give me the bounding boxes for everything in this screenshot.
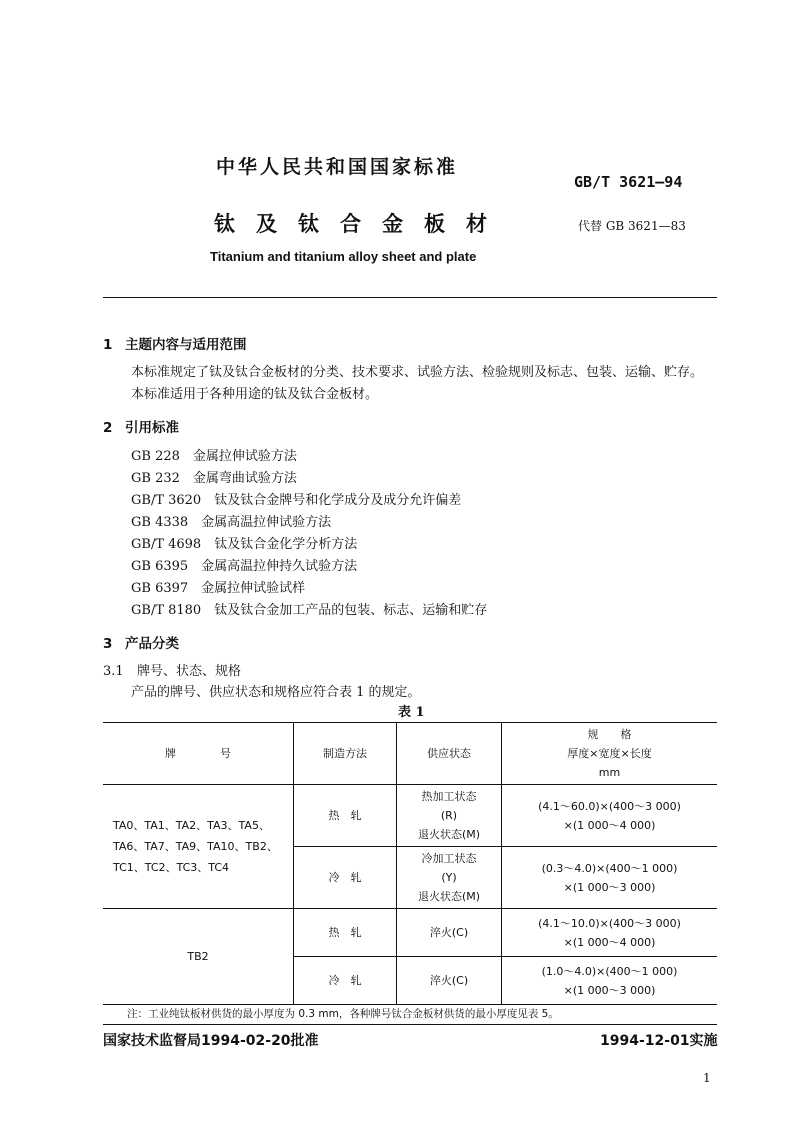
header-spec-title: 规 格 [587,728,632,741]
section-1-line-2: 本标准适用于各种用途的钛及钛合金板材。 [131,387,379,402]
state-line: 热加工状态 [421,790,477,803]
reference-standard: GB/T 4698 钛及钛合金化学分析方法 [131,537,358,552]
table-header-row [103,723,717,785]
state-line: (R) [440,809,458,822]
spec-line: (4.1～60.0)×(400～3 000) [538,799,681,813]
cell-state [397,847,502,909]
table-note-row [103,1005,717,1025]
spec-line: ×(1 000～4 000) [563,935,656,949]
section-3-title: 产品分类 [125,636,179,652]
cell-spec [502,785,718,847]
section-2-number: 2 [103,420,113,436]
table-row [103,785,717,847]
subsection-3-1-heading [103,660,241,679]
section-1-number: 1 [103,337,113,353]
state-line: 退火状态(M) [417,890,481,903]
section-1-title: 主题内容与适用范围 [125,337,247,353]
header-state: 供应状态 [397,723,502,785]
table-note: 注：工业纯钛板材供货的最小厚度为 0.3 mm，各种牌号钛合金板材供货的最小厚度见表 5。 [127,1008,559,1020]
implementation-line: 1994-12-01实施 [600,1033,718,1049]
header-spec-unit: mm [598,766,621,779]
reference-standard: GB 4338 金属高温拉伸试验方法 [131,515,332,530]
header-divider [103,297,717,298]
table-row [103,909,717,957]
section-2-title: 引用标准 [125,420,179,436]
reference-standard: GB 6395 金属高温拉伸持久试验方法 [131,559,358,574]
subsection-3-1-title: 牌号、状态、规格 [137,664,242,679]
state-line: (Y) [441,871,457,884]
header-grade: 牌 号 [165,747,231,760]
section-1-heading [103,333,247,353]
reference-standard: GB 6397 金属拉伸试验试样 [131,581,306,596]
cell-spec [502,909,718,957]
spec-line: ×(1 000～3 000) [563,983,656,997]
reference-standard: GB 232 金属弯曲试验方法 [131,471,297,486]
replaces-note: 代替 GB 3621—83 [578,219,686,233]
standard-category-title: 中华人民共和国国家标准 [216,156,459,178]
spec-line: ×(1 000～4 000) [563,818,656,832]
cell-state: 淬火(C) [397,909,502,957]
spec-line: (4.1～10.0)×(400～3 000) [538,916,681,930]
page-number: 1 [703,1071,711,1085]
standard-code: GB/T 3621—94 [574,173,683,191]
header-spec-dims: 厚度×宽度×长度 [567,747,652,760]
header-method: 制造方法 [294,723,397,785]
state-line: 退火状态(M) [417,828,481,841]
reference-standard: GB/T 8180 钛及钛合金加工产品的包装、标志、运输和贮存 [131,603,488,618]
approval-line: 国家技术监督局1994-02-20批准 [103,1033,319,1049]
cell-state [397,785,502,847]
subsection-3-1-number: 3.1 [103,664,124,679]
spec-line: ×(1 000～3 000) [563,880,656,894]
subsection-3-1-text: 产品的牌号、供应状态和规格应符合表 1 的规定。 [131,685,421,700]
section-1-line-1: 本标准规定了钛及钛合金板材的分类、技术要求、试验方法、检验规则及标志、包装、运输、贮存。 [131,365,704,380]
cell-method: 冷 轧 [294,847,397,909]
cell-method: 冷 轧 [294,957,397,1005]
section-2-heading [103,416,179,436]
reference-standard: GB 228 金属拉伸试验方法 [131,449,297,464]
cell-method: 热 轧 [294,909,397,957]
reference-standard: GB/T 3620 钛及钛合金牌号和化学成分及成分允许偏差 [131,493,462,508]
document-subtitle-en: Titanium and titanium alloy sheet and plate [210,249,477,264]
cell-spec [502,847,718,909]
spec-line: (1.0～4.0)×(400～1 000) [541,964,678,978]
header-spec [502,723,718,785]
cell-grade-group-1: TA0、TA1、TA2、TA3、TA5、TA6、TA7、TA9、TA10、TB2、TC1、TC2、TC3、TC4 [113,819,278,874]
table-1-caption: 表 1 [398,705,425,720]
section-3-number: 3 [103,636,113,652]
table-1 [103,722,717,1025]
cell-grade-group-2: TB2 [187,950,209,963]
document-title: 钛及钛合金板材 [214,212,508,236]
section-3-heading [103,632,179,652]
state-line: 冷加工状态 [421,852,477,865]
cell-spec [502,957,718,1005]
spec-line: (0.3～4.0)×(400～1 000) [541,861,678,875]
cell-method: 热 轧 [294,785,397,847]
cell-state: 淬火(C) [397,957,502,1005]
